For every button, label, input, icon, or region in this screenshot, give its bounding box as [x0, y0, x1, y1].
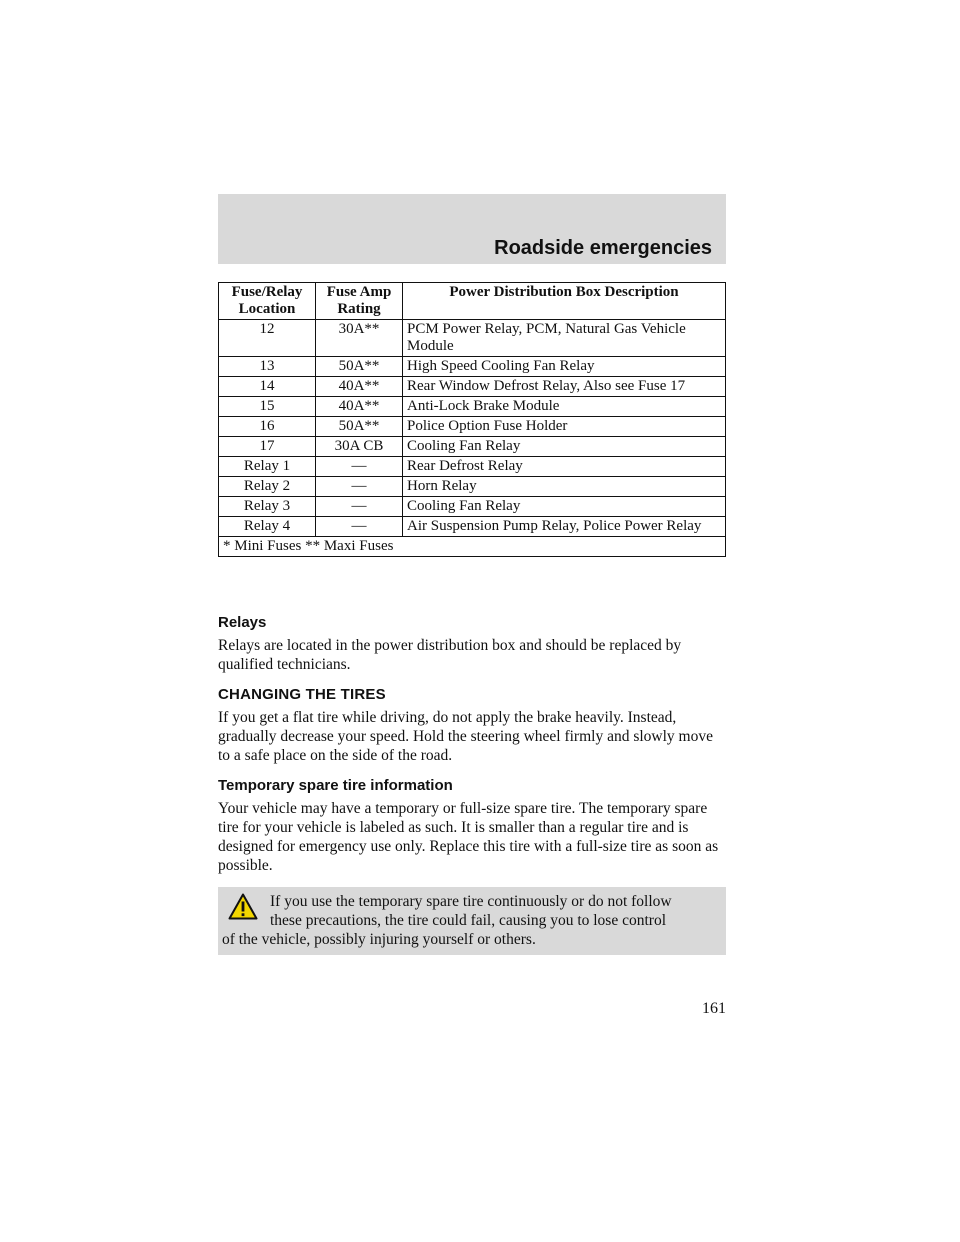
section-header-band: [218, 194, 726, 264]
relays-heading: Relays: [218, 614, 267, 631]
cell-location: Relay 2: [219, 477, 316, 497]
cell-location: Relay 4: [219, 517, 316, 537]
table-row: [219, 477, 726, 497]
cell-description: Cooling Fan Relay: [403, 497, 726, 517]
cell-location: 13: [219, 357, 316, 377]
table-row: [219, 437, 726, 457]
cell-description: PCM Power Relay, PCM, Natural Gas Vehicle Module: [403, 320, 726, 357]
table-footnote-row: [219, 537, 726, 557]
cell-description: Horn Relay: [403, 477, 726, 497]
changing-tires-heading: CHANGING THE TIRES: [218, 686, 386, 703]
cell-location: 15: [219, 397, 316, 417]
cell-rating: 40A**: [316, 397, 403, 417]
table-row: [219, 417, 726, 437]
relays-paragraph: Relays are located in the power distribution box and should be replaced by qualified technicians.: [218, 637, 682, 673]
cell-description: High Speed Cooling Fan Relay: [403, 357, 726, 377]
cell-rating: 50A**: [316, 417, 403, 437]
table-row: [219, 357, 726, 377]
column-header-location: [219, 283, 316, 320]
warning-line: of the vehicle, possibly injuring yourself or others.: [222, 931, 536, 948]
page-body: [218, 614, 726, 955]
page-number: 161: [702, 1000, 726, 1017]
cell-rating: 50A**: [316, 357, 403, 377]
table-row: [219, 397, 726, 417]
cell-rating: —: [316, 517, 403, 537]
header-line: Fuse/Relay: [231, 284, 303, 300]
warning-triangle-icon: [228, 893, 258, 920]
changing-tires-paragraph: If you get a flat tire while driving, do not apply the brake heavily. Instead, gradually decrease your speed. Hold the steering wheel firmly and slowly move to a safe place on the side of the road.: [218, 709, 713, 764]
power-distribution-box-table: [218, 282, 726, 557]
warning-line: If you use the temporary spare tire continuously or do not follow: [270, 893, 672, 910]
cell-description: Air Suspension Pump Relay, Police Power Relay: [403, 517, 726, 537]
warning-line: these precautions, the tire could fail, causing you to lose control: [270, 912, 666, 929]
spare-tire-paragraph: Your vehicle may have a temporary or full-size spare tire. The temporary spare tire for your vehicle is labeled as such. It is smaller than a regular tire and is designed for emergency use only. Replace this tire with a full-size tire as soon as possible.: [218, 800, 719, 874]
cell-description: Cooling Fan Relay: [403, 437, 726, 457]
table-row: [219, 377, 726, 397]
table-footnote: * Mini Fuses ** Maxi Fuses: [219, 537, 726, 557]
cell-rating: —: [316, 497, 403, 517]
cell-location: 16: [219, 417, 316, 437]
header-line: Location: [238, 301, 296, 317]
spare-tire-heading: Temporary spare tire information: [218, 777, 453, 794]
cell-rating: 40A**: [316, 377, 403, 397]
cell-location: Relay 1: [219, 457, 316, 477]
table-header-row: [219, 283, 726, 320]
cell-location: 12: [219, 320, 316, 357]
warning-box: [218, 887, 726, 955]
cell-rating: 30A CB: [316, 437, 403, 457]
cell-location: 17: [219, 437, 316, 457]
table-row: [219, 497, 726, 517]
cell-description: Police Option Fuse Holder: [403, 417, 726, 437]
cell-description: Anti-Lock Brake Module: [403, 397, 726, 417]
header-line: Rating: [337, 301, 381, 317]
column-header-description: Power Distribution Box Description: [403, 283, 726, 320]
cell-description: Rear Defrost Relay: [403, 457, 726, 477]
table-row: [219, 457, 726, 477]
cell-location: Relay 3: [219, 497, 316, 517]
section-title: Roadside emergencies: [494, 237, 712, 259]
header-line: Fuse Amp: [326, 284, 392, 300]
cell-location: 14: [219, 377, 316, 397]
table-row: [219, 320, 726, 357]
cell-rating: —: [316, 457, 403, 477]
cell-description: Rear Window Defrost Relay, Also see Fuse 17: [403, 377, 726, 397]
column-header-rating: [316, 283, 403, 320]
table-row: [219, 517, 726, 537]
cell-rating: —: [316, 477, 403, 497]
cell-rating: 30A**: [316, 320, 403, 357]
